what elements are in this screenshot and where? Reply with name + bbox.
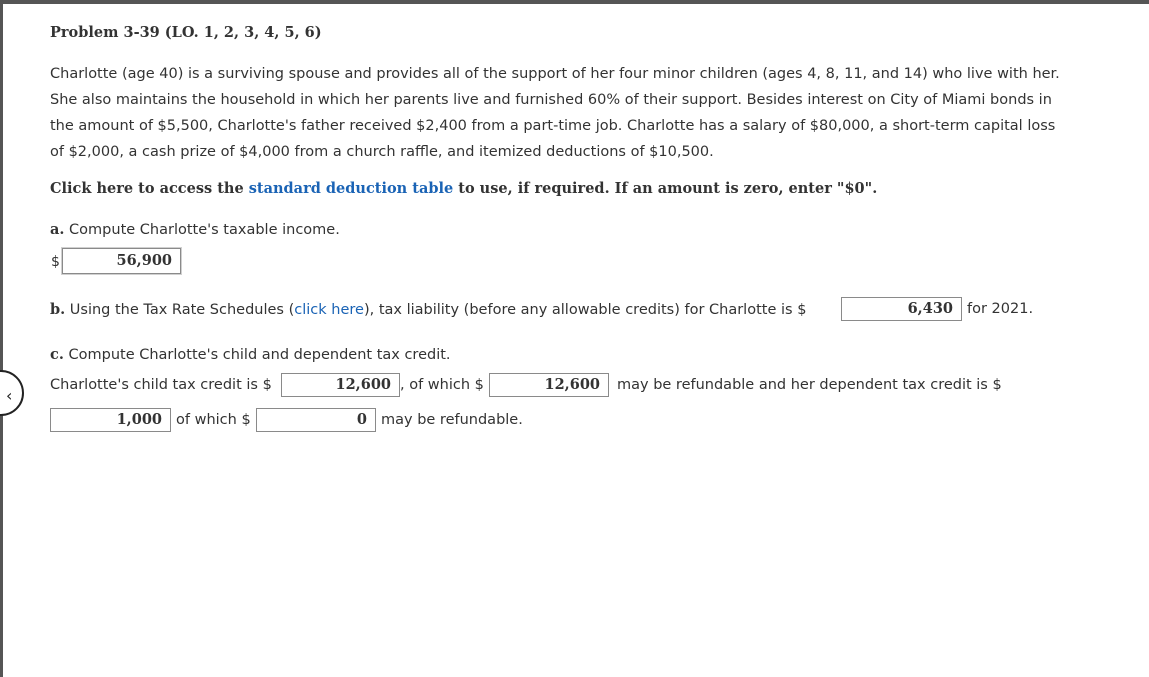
paragraph-line: the amount of $5,500, Charlotte's father received $2,400 from a part-time job. Charlotte has a salary of $80,000, a short-term capital loss <box>50 118 1056 134</box>
of-which-text: , of which $ <box>400 377 484 393</box>
currency-symbol: $ <box>51 254 60 270</box>
instruction-text: Click here to access the standard deduction table to use, if required. If an amount is zero, enter "$0". <box>50 180 878 197</box>
taxable-income-input[interactable]: 56,900 <box>62 248 181 274</box>
dependent-credit-label: may be refundable and her dependent tax credit is $ <box>617 377 1002 393</box>
top-border <box>0 0 1149 4</box>
paragraph-line: She also maintains the household in which her parents live and furnished 60% of their support. Besides interest on City of Miami bonds in <box>50 92 1052 108</box>
previous-nav-button[interactable] <box>0 370 24 416</box>
part-c-prompt: c. Compute Charlotte's child and dependent tax credit. <box>50 346 451 363</box>
tax-liability-input[interactable]: 6,430 <box>841 297 962 321</box>
chevron-left-icon: ‹ <box>6 386 13 405</box>
child-tax-credit-input[interactable]: 12,600 <box>281 373 400 397</box>
child-credit-label: Charlotte's child tax credit is $ <box>50 377 272 393</box>
refundable-text: may be refundable. <box>381 412 523 428</box>
dependent-tax-credit-input[interactable]: 1,000 <box>50 408 171 432</box>
part-a-prompt: a. Compute Charlotte's taxable income. <box>50 221 340 238</box>
tax-year-text: for 2021. <box>967 301 1034 317</box>
left-border <box>0 0 3 677</box>
tax-rate-schedules-link[interactable]: click here <box>294 302 364 318</box>
problem-paragraph <box>50 61 1130 165</box>
refundable-child-credit-input[interactable]: 12,600 <box>489 373 609 397</box>
refundable-dependent-credit-input[interactable]: 0 <box>256 408 376 432</box>
of-which-text-2: of which $ <box>176 412 251 428</box>
part-b-prompt: b. Using the Tax Rate Schedules (click here), tax liability (before any allowable credits) for Charlotte is $ <box>50 301 807 318</box>
paragraph-line: Charlotte (age 40) is a surviving spouse and provides all of the support of her four minor children (ages 4, 8, 11, and 14) who live with her. <box>50 66 1060 82</box>
problem-title: Problem 3-39 (LO. 1, 2, 3, 4, 5, 6) <box>50 24 322 41</box>
standard-deduction-table-link[interactable]: standard deduction table <box>248 180 454 197</box>
paragraph-line: of $2,000, a cash prize of $4,000 from a church raffle, and itemized deductions of $10,500. <box>50 144 714 160</box>
